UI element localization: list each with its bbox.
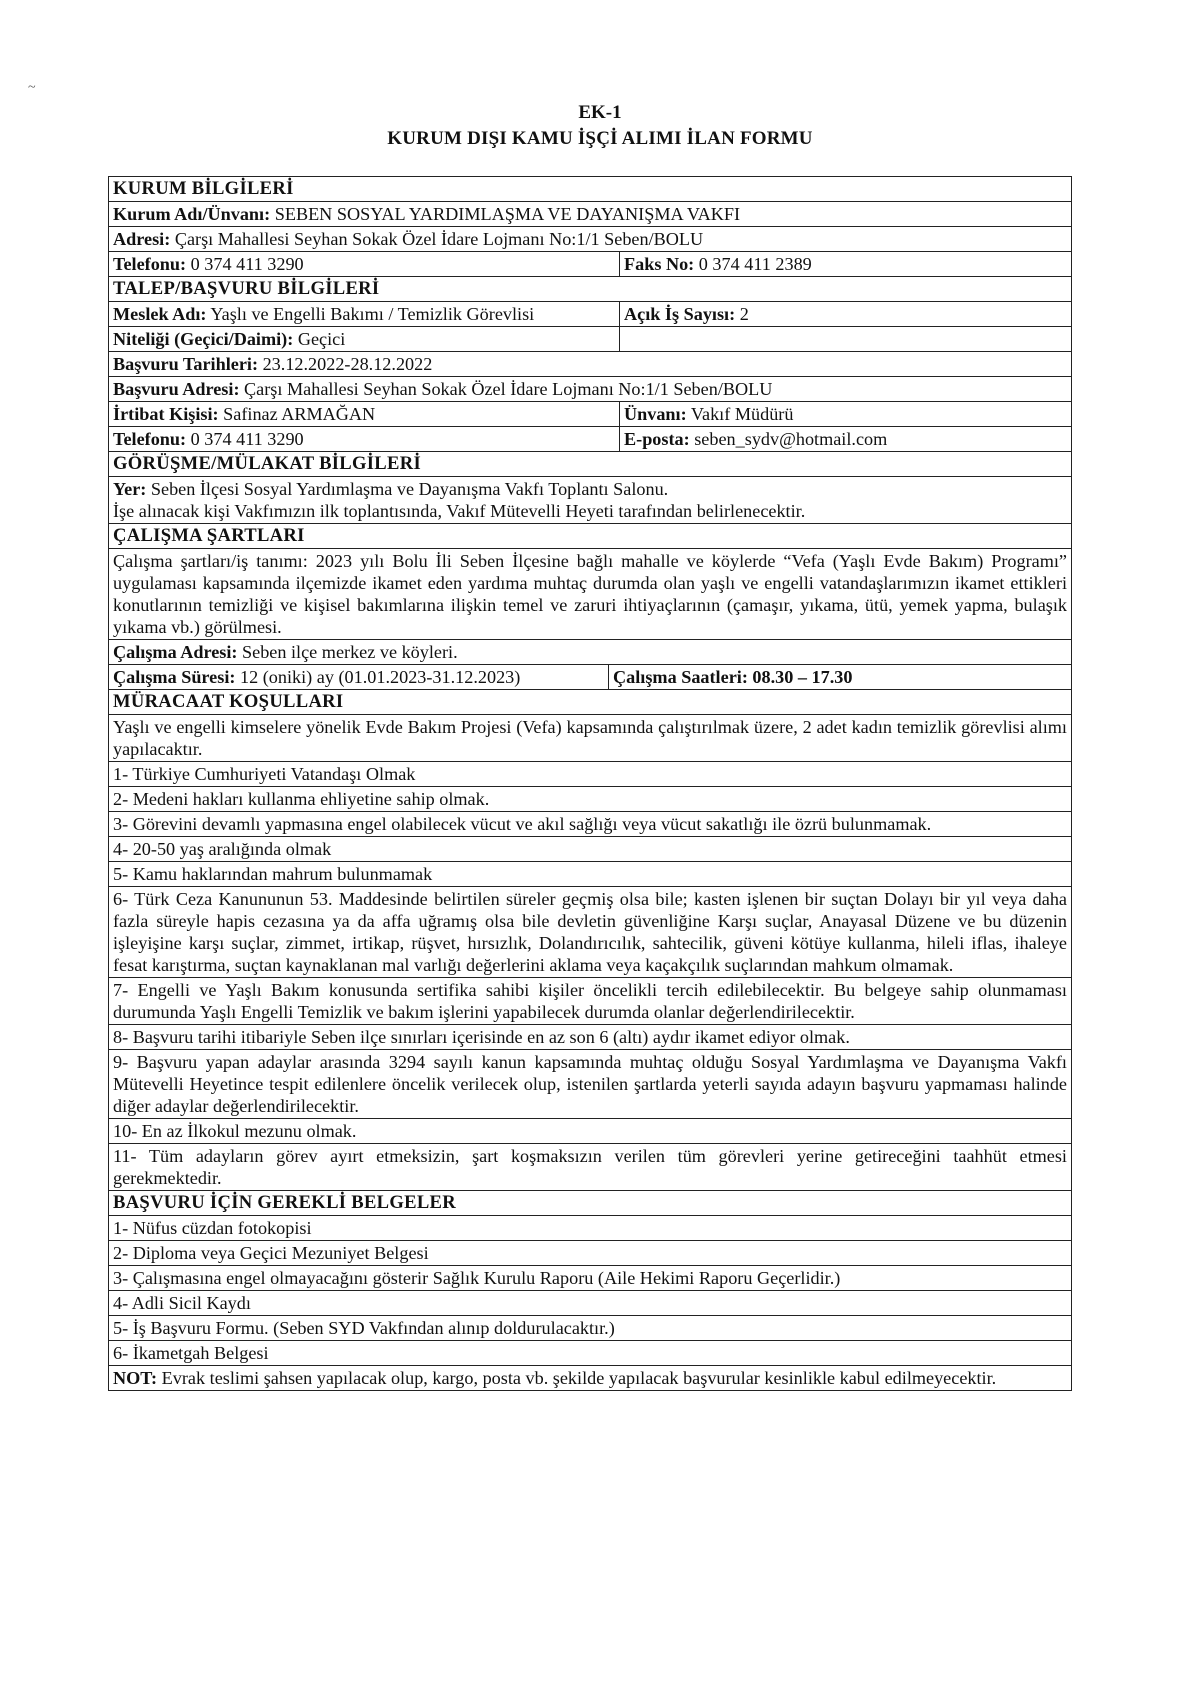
kurum-phone-label: Telefonu: (113, 254, 187, 274)
kurum-fax-label: Faks No: (624, 254, 695, 274)
condition-item: 11- Tüm adayların görev ayırt etmeksizin, şart koşmaksızın verilen tüm görevleri yerine getireceğini taahhüt etmesi gerekmektedir. (113, 1146, 1067, 1188)
note-value: Evrak teslimi şahsen yapılacak olup, kargo, posta vb. şekilde yapılacak başvurular kesinlikle kabul edilmeyecektir. (161, 1368, 997, 1388)
nature-cell (109, 327, 620, 351)
job-value: Yaşlı ve Engelli Bakımı / Temizlik Görevlisi (210, 304, 535, 324)
section-kurum-heading: KURUM BİLGİLERİ (113, 178, 294, 199)
email-value: seben_sydv@hotmail.com (694, 429, 888, 449)
document-item: 5- İş Başvuru Formu. (Seben SYD Vakfından alınıp doldurulacaktır.) (113, 1318, 615, 1338)
talep-phone-value: 0 374 411 3290 (190, 429, 304, 449)
document-item: 4- Adli Sicil Kaydı (113, 1293, 251, 1313)
condition-item: 5- Kamu haklarından mahrum bulunmamak (113, 864, 433, 884)
nature-value: Geçici (297, 329, 346, 349)
condition-item: 7- Engelli ve Yaşlı Bakım konusunda sertifika sahibi kişiler öncelikli tercih edilebilecektir. Bu belgeye sahip olunmaması durumunda Yaşlı Engelli Temizlik ve bakım işlerini yapabilecek durumda olanlar değerlendirilecektir. (113, 980, 1067, 1022)
work-address-label: Çalışma Adresi: (113, 642, 238, 662)
document-item: 2- Diploma veya Geçici Mezuniyet Belgesi (113, 1243, 429, 1263)
hours-cell (609, 665, 1071, 689)
condition-item: 8- Başvuru tarihi itibariyle Seben ilçe sınırları içerisinde en az son 6 (altı) aydır ikamet ediyor olmak. (113, 1027, 850, 1047)
gorusme-body (109, 477, 1071, 523)
nature-label: Niteliği (Geçici/Daimi): (113, 329, 294, 349)
condition-item: 4- 20-50 yaş aralığında olmak (113, 839, 332, 859)
section-talep-heading: TALEP/BAŞVURU BİLGİLERİ (113, 278, 380, 299)
kurum-name-value: SEBEN SOSYAL YARDIMLAŞMA VE DAYANIŞMA VAKFI (274, 204, 741, 224)
gorusme-note: İşe alınacak kişi Vakfımızın ilk toplantısında, Vakıf Mütevelli Heyeti tarafından belirlenecektir. (113, 501, 806, 521)
condition-item: 9- Başvuru yapan adaylar arasında 3294 sayılı kanun kapsamında muhtaç olduğu Sosyal Yardımlaşma ve Dayanışma Vakfı Mütevelli Heyetince tespit edilenlere öncelik verilecek olup, istenilen şartlarda yeterli sayıda adayın başvuru yapmaması halinde diğer adaylar değerlendirilecektir. (113, 1052, 1067, 1116)
announcement-form (108, 176, 1072, 1391)
contact-value: Safinaz ARMAĞAN (223, 404, 376, 424)
kurum-address-label: Adresi: (113, 229, 171, 249)
contact-label: İrtibat Kişisi: (113, 404, 219, 424)
section-gorusme-heading: GÖRÜŞME/MÜLAKAT BİLGİLERİ (113, 453, 421, 474)
app-address-value: Çarşı Mahallesi Seyhan Sokak Özel İdare Lojmanı No:1/1 Seben/BOLU (244, 379, 773, 399)
duration-cell (109, 665, 609, 689)
kurum-phone-cell (109, 252, 620, 276)
kurum-phone-value: 0 374 411 3290 (190, 254, 304, 274)
empty-cell (620, 327, 1071, 351)
place-label: Yer: (113, 479, 147, 499)
dates-value: 23.12.2022-28.12.2022 (262, 354, 433, 374)
scan-mark: ~ (28, 80, 36, 95)
openings-cell (620, 302, 1071, 326)
document-item: 6- İkametgah Belgesi (113, 1343, 269, 1363)
dates-row (109, 352, 1071, 376)
section-calisma-heading: ÇALIŞMA ŞARTLARI (113, 525, 305, 546)
document-item: 1- Nüfus cüzdan fotokopisi (113, 1218, 312, 1238)
kurum-address-row (109, 227, 1071, 251)
contact-title-label: Ünvanı: (624, 404, 687, 424)
section-belgeler-heading: BAŞVURU İÇİN GEREKLİ BELGELER (113, 1192, 456, 1213)
job-cell (109, 302, 620, 326)
work-description: Çalışma şartları/iş tanımı: 2023 yılı Bolu İli Seben İlçesine bağlı mahalle ve köylerde “Vefa (Yaşlı Evde Bakım) Programı” uygulaması kapsamında ilçemizde ikamet eden yardıma muhtaç durumda olan yaşlı ve engelli vatandaşlarımızın ikamet ettikleri konutlarının temizliği ve kişisel bakımlarına ilişkin temel ve zaruri ihtiyaçlarının (çamaşır, yıkama, ütü, yemek yapma, bulaşık yıkama vb.) görülmesi. (113, 551, 1067, 637)
condition-item: 6- Türk Ceza Kanununun 53. Maddesinde belirtilen süreler geçmiş olsa bile; kasten işlenen bir suçtan Dolayı bir yıl veya daha fazla süreyle hapis cezasına ya da affa uğramış olsa bile devletin güvenliğine Karşı suçlar, Anayasal Düzene ve bu düzenin işleyişine karşı suçlar, zimmet, irtikap, rüşvet, hırsızlık, Dolandırıcılık, sahtecilik, güveni kötüye kullanma, hileli iflas, ihaleye fesat karıştırma, suçtan kaynaklanan mal varlığı değerlerini aklama veya kaçakçılık suçlarından mahkum olmamak. (113, 889, 1067, 975)
contact-title-cell (620, 402, 1071, 426)
kurum-name-label: Kurum Adı/Ünvanı: (113, 204, 271, 224)
dates-label: Başvuru Tarihleri: (113, 354, 259, 374)
app-address-label: Başvuru Adresi: (113, 379, 240, 399)
kurum-fax-value: 0 374 411 2389 (698, 254, 812, 274)
form-title: KURUM DIŞI KAMU İŞÇİ ALIMI İLAN FORMU (387, 128, 813, 149)
openings-label: Açık İş Sayısı: (624, 304, 736, 324)
work-address-value: Seben ilçe merkez ve köyleri. (242, 642, 458, 662)
email-cell (620, 427, 1071, 451)
work-address-row (109, 640, 1071, 664)
muracaat-intro: Yaşlı ve engelli kimselere yönelik Evde Bakım Projesi (Vefa) kapsamında çalıştırılmak üzere, 2 adet kadın temizlik görevlisi alımı yapılacaktır. (113, 717, 1067, 759)
contact-cell (109, 402, 620, 426)
app-address-row (109, 377, 1071, 401)
place-line (113, 478, 1067, 500)
section-muracaat-heading: MÜRACAAT KOŞULLARI (113, 691, 344, 712)
document-item: 3- Çalışmasına engel olmayacağını gösterir Sağlık Kurulu Raporu (Aile Hekimi Raporu Geçerlidir.) (113, 1268, 841, 1288)
place-value: Seben İlçesi Sosyal Yardımlaşma ve Dayanışma Vakfı Toplantı Salonu. (150, 479, 669, 499)
job-label: Meslek Adı: (113, 304, 207, 324)
condition-item: 3- Görevini devamlı yapmasına engel olabilecek vücut ve akıl sağlığı veya vücut sakatlığı ile özrü bulunmamak. (113, 814, 932, 834)
duration-value: 12 (oniki) ay (01.01.2023-31.12.2023) (239, 667, 521, 687)
condition-item: 1- Türkiye Cumhuriyeti Vatandaşı Olmak (113, 764, 416, 784)
kurum-name-row (109, 202, 1071, 226)
condition-item: 2- Medeni hakları kullanma ehliyetine sahip olmak. (113, 789, 490, 809)
hours-label: Çalışma Saatleri: (613, 667, 748, 687)
note-label: NOT: (113, 1368, 158, 1388)
duration-label: Çalışma Süresi: (113, 667, 236, 687)
hours-value: 08.30 – 17.30 (752, 667, 853, 687)
talep-phone-label: Telefonu: (113, 429, 187, 449)
condition-item: 10- En az İlkokul mezunu olmak. (113, 1121, 357, 1141)
kurum-address-value: Çarşı Mahallesi Seyhan Sokak Özel İdare Lojmanı No:1/1 Seben/BOLU (174, 229, 704, 249)
talep-phone-cell (109, 427, 620, 451)
email-label: E-posta: (624, 429, 690, 449)
openings-value: 2 (739, 304, 749, 324)
contact-title-value: Vakıf Müdürü (690, 404, 794, 424)
kurum-fax-cell (620, 252, 1071, 276)
note-row (109, 1366, 1071, 1390)
annex-label: EK-1 (578, 102, 622, 123)
